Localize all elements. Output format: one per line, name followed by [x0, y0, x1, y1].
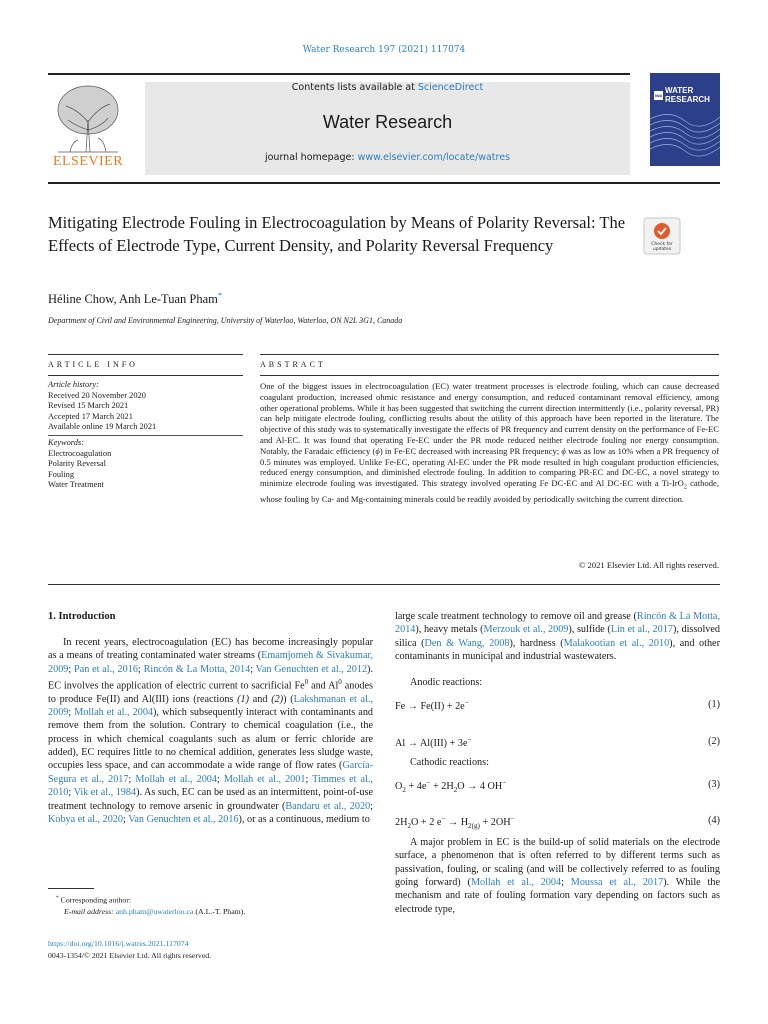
elsevier-logo	[48, 80, 128, 172]
equation-1	[395, 699, 720, 712]
cathodic-reactions-label: Cathodic reactions:	[410, 757, 489, 768]
citation-link[interactable]: Rincón & La Motta, 2014	[143, 663, 251, 675]
equation-2	[395, 736, 720, 749]
contents-prefix: Contents lists available at	[291, 82, 418, 93]
check-for-updates-badge[interactable]	[643, 217, 681, 255]
citation-link[interactable]: Mollah et al., 2001	[223, 773, 306, 785]
citation-link[interactable]: Moussa et al., 2017	[570, 877, 664, 889]
homepage-prefix: journal homepage:	[264, 152, 358, 163]
citation-link[interactable]: Lin et al., 2017	[610, 624, 673, 636]
abstract-mid-rule	[260, 375, 719, 376]
article-info-mid-rule	[48, 375, 243, 376]
article-info-top-rule	[48, 354, 243, 355]
keyword: Fouling	[48, 469, 75, 479]
equation-4	[395, 815, 720, 830]
history-label: Article history:	[48, 380, 99, 389]
equation-1-body: Fe → Fe(II) + 2e−	[395, 699, 469, 713]
journal-cover[interactable]	[650, 73, 720, 166]
introduction-heading: 1. Introduction	[48, 611, 116, 622]
author-names: Héline Chow, Anh Le-Tuan Pham	[48, 292, 218, 307]
authors	[48, 290, 222, 307]
intro-right-column-top: large scale treatment technology to remove oil and grease (Rincón & La Motta, 2014), heavy metals (Merzouk et al., 2009), sulfide (Lin et al., 2017), dissolved silica (Den & Wang, 2008), hardness (Malakootian et al., 2010), and other contaminants in municipal and industrial wastewaters.	[395, 611, 720, 663]
history-received: Received 20 November 2020	[48, 390, 146, 400]
article-info-divider	[48, 435, 243, 436]
cover-wave-graphic	[650, 109, 720, 166]
affiliation: Department of Civil and Environmental Engineering, University of Waterloo, Waterloo, ON N2L 3G1, Canada	[48, 316, 403, 325]
citation-link[interactable]: Lakshmanan et al., 2009	[48, 693, 373, 719]
journal-citation[interactable]: Water Research 197 (2021) 117074	[302, 45, 466, 55]
iwa-badge: IWA	[654, 93, 663, 98]
doi-block	[48, 938, 211, 961]
article-info	[48, 380, 243, 491]
citation-link[interactable]: Emamjomeh & Sivakumar, 2009	[48, 650, 373, 675]
email-note: E-mail address: anh.pham@uwaterloo.ca (A.L.-T. Pham).	[64, 907, 246, 917]
intro-right-column-bottom: A major problem in EC is the build-up of solid materials on the electrode surface, a phenomenon that is often referred to by different terms such as passivation, fouling, or scaling (and will be collectively referred to as fouling going forward) (Mollah et al., 2004; Moussa et al., 2017). While the mechanism and rate of fouling formation vary depending on factors such as electrode type,	[395, 837, 720, 915]
equation-3-body: $O_2 + 4e^- + 2H_2O \to 4$ OH−	[395, 779, 507, 795]
abstract-heading: ABSTRACT	[260, 360, 326, 369]
footnote	[56, 893, 245, 918]
equation-number: (1)	[708, 699, 720, 710]
citation-link[interactable]: Vik et al., 1984	[73, 787, 137, 799]
journal-name: Water Research	[322, 112, 453, 132]
corresponding-author-note: * Corresponding author:	[56, 895, 132, 905]
keywords-label: Keywords:	[48, 437, 84, 447]
sciencedirect-link[interactable]: ScienceDirect	[417, 82, 484, 93]
homepage-link[interactable]: www.elsevier.com/locate/watres	[357, 152, 511, 163]
cover-title: WATER RESEARCH	[665, 86, 710, 104]
equation-4-body: $2H_2O + 2$ $e^- \to H_{2(g)} + 2OH^-$	[395, 815, 515, 831]
history-online: Available online 19 March 2021	[48, 422, 157, 432]
citation-link[interactable]: Timmes et al., 2010	[48, 773, 373, 799]
citation-link[interactable]: Van Genuchten et al., 2016	[128, 813, 239, 825]
article-info-heading: ARTICLE INFO	[48, 360, 138, 369]
anodic-reactions-label: Anodic reactions:	[410, 677, 483, 688]
keyword: Polarity Reversal	[48, 459, 106, 469]
citation-link[interactable]: Pan et al., 2016	[74, 663, 138, 675]
equation-number: (3)	[708, 779, 720, 790]
check-updates-label: Check for updates	[651, 242, 673, 252]
citation-link[interactable]: Den & Wang, 2008	[424, 637, 510, 649]
abstract-copyright: © 2021 Elsevier Ltd. All rights reserved.	[578, 560, 719, 570]
citation-link[interactable]: Van Genuchten et al., 2012	[255, 663, 368, 675]
equation-2-body: Al → Al(III) + 3e−	[395, 736, 472, 750]
header-bottom-rule	[48, 182, 720, 184]
corresponding-author-mark[interactable]: *	[217, 290, 223, 300]
intro-left-column: In recent years, electrocoagulation (EC) has become increasingly popular as a means of treating contaminated water streams (Emamjomeh & Sivakumar, 2009; Pan et al., 2016; Rincón & La Motta, 2014; Van Genuchten et al., 2012). EC involves the application of electric current to sacrificial Fe$^0$ and Al$^0$ anodes to produce Fe(II) and Al(III) ions (reactions (1) and (2)) (Lakshmanan et al., 2009; Mollah et al., 2004), which subsequently interact with contaminants and remove them from the solution. Contrary to chemical coagulation (i.e., the process in which chemical coagulants such as alum or ferric chloride are added), EC requires little to no chemical addition, generates less sludge waste, occupies less space, and can accommodate a wide range of flow rates (García-Segura et al., 2017; Mollah et al., 2004; Mollah et al., 2001; Timmes et al., 2010; Vik et al., 1984). As such, EC can be used as an intermittent, point-of-use treatment technology to remove arsenic in groundwater (Bandaru et al., 2020; Kobya et al., 2020; Van Genuchten et al., 2016), or as a continuous, medium to	[48, 637, 374, 825]
contents-line	[145, 82, 630, 93]
citation-link[interactable]: Mollah et al., 2004	[470, 877, 562, 889]
email-link[interactable]: anh.pham@uwaterloo.ca	[115, 907, 194, 917]
issn-copyright: 0043-1354/© 2021 Elsevier Ltd. All rights reserved.	[48, 950, 212, 960]
citation-link[interactable]: García-Segura et al., 2017	[48, 760, 373, 785]
citation-link[interactable]: Mollah et al., 2004	[74, 707, 154, 719]
paper-title: Mitigating Electrode Fouling in Electrocoagulation by Means of Polarity Reversal: The Effects of Electrode Type, Current Density, and Polarity Reversal Frequency	[48, 213, 626, 255]
equation-number: (4)	[708, 815, 720, 826]
publisher-name: ELSEVIER	[52, 154, 124, 169]
abstract-bottom-rule	[48, 584, 720, 585]
footnote-rule	[48, 888, 94, 889]
abstract-text: One of the biggest issues in electrocoagulation (EC) water treatment processes is electrode fouling, which can cause decreased coagulant production, increased ohmic resistance and energy consumption, and reduced contaminant removal efficiency, among other operational problems. While it has been suggested that switching the current direction intermittently (i.e., polarity reversal, PR) can help mitigate electrode fouling, conflicting results about the utility of this approach have been reported in the literature. The objective of this study was to systematically investigate the effects of PR frequency and current density on the performance of Fe-EC and Al-EC. It was found that operating Fe-EC under the PR mode reduced neither electrode fouling nor energy consumption. Notably, the Faradaic efficiency (ϕ) in Fe-EC decreased with increasing PR frequency; ϕ was as low as 10% when a PR frequency of 0.5 minutes was employed. Unlike Fe-EC, operating Al-EC under the PR mode resulted in high coagulant production efficiencies, reduced energy consumption, and diminished electrode fouling. In addition to comparing PR-EC and DC-EC, a novel strategy to minimize electrode fouling was investigated. This strategy involved operating Fe DC-EC and Al DC-EC with a Ti-IrO$_2$ cathode, whose fouling by Ca- and Mg-containing minerals could be readily avoided by periodically switching the current direction.	[260, 381, 719, 504]
citation-link[interactable]: Rincón & La Motta, 2014	[395, 611, 720, 636]
abstract-top-rule	[260, 354, 719, 355]
keyword: Water Treatment	[48, 480, 104, 490]
history-revised: Revised 15 March 2021	[48, 401, 129, 411]
history-accepted: Accepted 17 March 2021	[48, 411, 133, 421]
header-top-rule	[48, 73, 630, 75]
citation-link[interactable]: Bandaru et al., 2020	[285, 800, 371, 812]
citation-link[interactable]: Kobya et al., 2020	[48, 813, 123, 825]
equation-number: (2)	[708, 736, 720, 747]
homepage-line	[145, 152, 630, 163]
keyword: Electrocoagulation	[48, 448, 112, 458]
doi-link[interactable]: https://doi.org/10.1016/j.watres.2021.117074	[48, 939, 189, 948]
citation-link[interactable]: Malakootian et al., 2010	[563, 637, 670, 649]
citation-link[interactable]: Mollah et al., 2004	[135, 773, 217, 785]
citation-link[interactable]: Merzouk et al., 2009	[483, 624, 569, 636]
equation-3	[395, 779, 720, 794]
